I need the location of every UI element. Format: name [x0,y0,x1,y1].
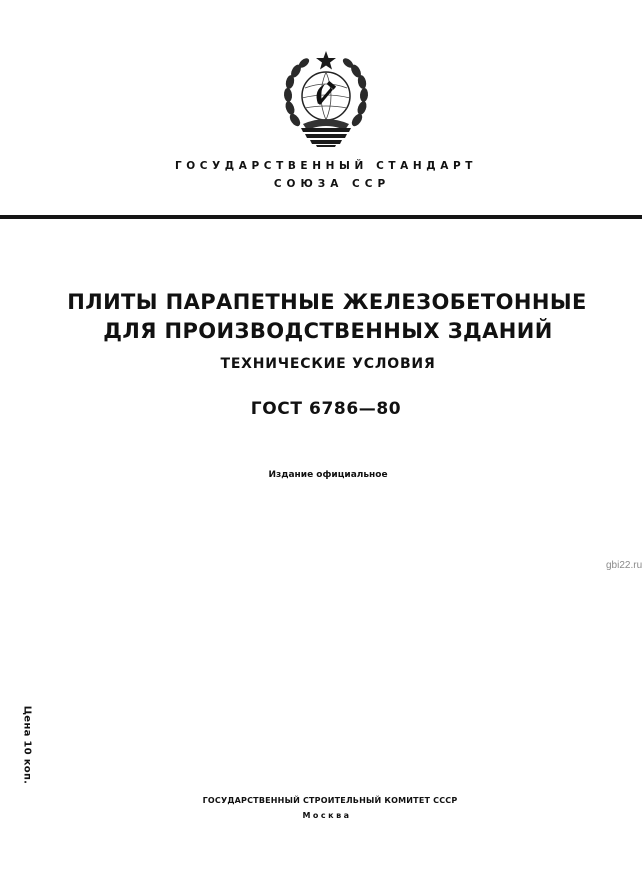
price-label: Цена 10 коп. [21,705,33,785]
watermark: gbi22.ru [606,560,642,571]
header-state-standard: ГОСУДАРСТВЕННЫЙ СТАНДАРТ [174,160,478,172]
document-subtitle: ТЕХНИЧЕСКИЕ УСЛОВИЯ [220,356,436,372]
publisher-city: Москва [302,811,352,820]
edition-note: Издание официальное [268,470,388,480]
document-title-line-2: ДЛЯ ПРОИЗВОДСТВЕННЫХ ЗДАНИЙ [103,319,553,343]
publisher: ГОСУДАРСТВЕННЫЙ СТРОИТЕЛЬНЫЙ КОМИТЕТ СССР [202,796,458,805]
header-divider [0,215,642,219]
header-ussr: СОЮЗА ССР [273,178,391,190]
standard-number: ГОСТ 6786—80 [250,399,402,419]
ussr-coat-of-arms-icon [283,50,369,148]
document-title-line-1: ПЛИТЫ ПАРАПЕТНЫЕ ЖЕЛЕЗОБЕТОННЫЕ [67,290,587,314]
